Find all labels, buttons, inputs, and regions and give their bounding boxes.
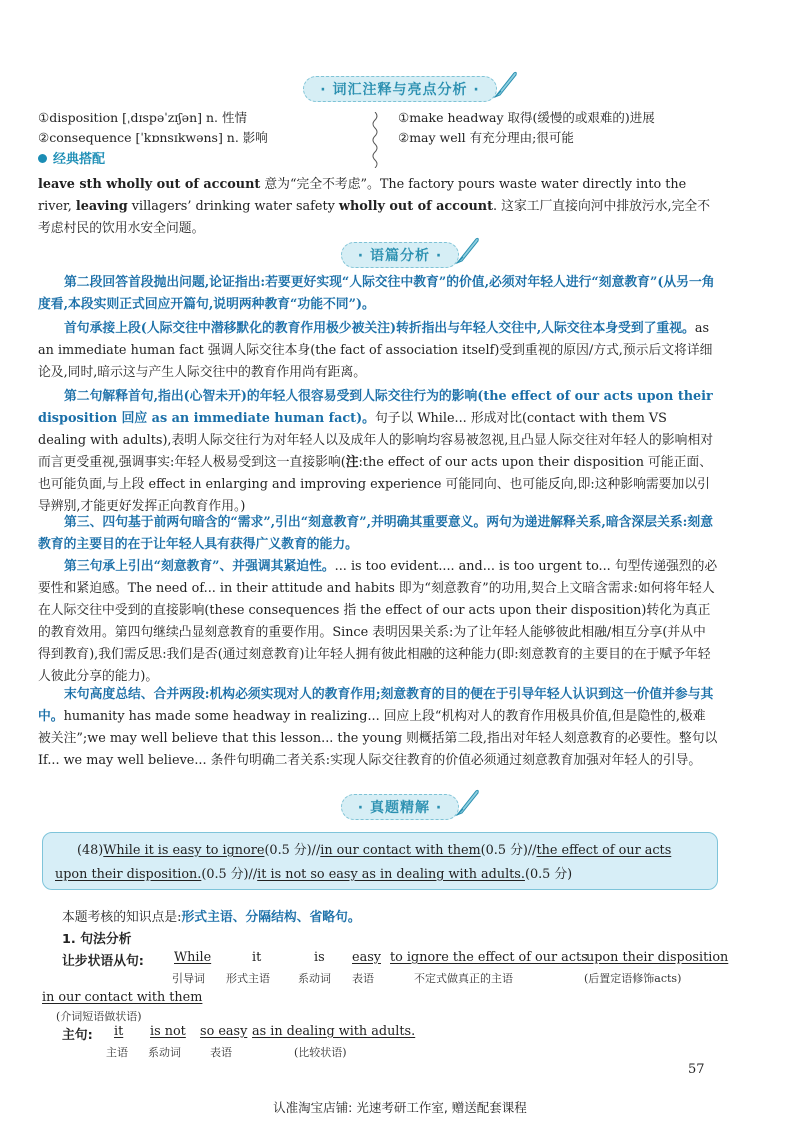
quill-icon: [454, 235, 480, 265]
vocab-item: ②consequence [ˈkɒnsɪkwəns] n. 影响: [38, 130, 268, 145]
clause-word: it: [252, 950, 262, 965]
vocab-divider: [370, 112, 380, 168]
vocab-item: ②may well 有充分理由;很可能: [398, 130, 574, 145]
vocab-left-list: [38, 108, 268, 148]
answer-segment: While it is easy to ignore: [103, 843, 265, 858]
main-word: as in dealing with adults.: [252, 1024, 416, 1039]
knowledge-points: 本题考核的知识点是:形式主语、分隔结构、省略句。: [62, 910, 361, 925]
main-tag: 表语: [210, 1046, 232, 1059]
discourse-banner-title: · 语篇分析 ·: [341, 242, 459, 268]
collocation-paragraph: leave sth wholly out of account 意为“完全不考虑”。The factory pours waste water directly into the river, leaving villagers’ drinking water safety wholly out of account. 这家工厂直接向河中排放污水,完全不考虑村民的饮用水安全问题。: [38, 177, 710, 236]
bullet-dot-icon: [38, 154, 47, 163]
discourse-paragraph-5: 第三句承上引出“刻意教育”、并强调其紧迫性。... is too evident.... and... is too urgent to... 句型传递强烈的必要性和紧迫感。The need of... in their attitude and habits 即为“刻意教育”的功用,契合上文暗含需求:如何将年轻人在人际交往中受到的直接影响(these consequences 指 the effect of our acts upon their disposition)转化为真正的教育效用。第四句继续凸显刻意教育的重要作用。Since 表明因果关系:为了让年轻人能够彼此相融/相互分享(并从中得到教育),我们需反思:我们是否(通过刻意教育)让年轻人拥有彼此相融的这种能力(即:刻意教育的主要目的在于赋予年轻人彼此分享的能力)。: [38, 559, 718, 684]
clause-tag: (介词短语做状语): [56, 1010, 142, 1023]
vocab-banner-title: · 词汇注释与亮点分析 ·: [303, 76, 496, 102]
answer-segment: in our contact with them: [320, 843, 481, 858]
exam-banner-title: · 真题精解 ·: [341, 794, 459, 820]
discourse-banner: [0, 240, 800, 270]
vocab-item: ①make headway 取得(缓慢的或艰难的)进展: [398, 110, 655, 125]
clause-tag: 形式主语: [226, 972, 270, 985]
clause-word: upon their disposition: [586, 950, 729, 965]
clause-tag: 表语: [352, 972, 374, 985]
main-clause-label: 主句:: [62, 1028, 93, 1043]
clause-tag: 系动词: [298, 972, 331, 985]
main-word: so easy: [200, 1024, 248, 1039]
vocab-item: ①disposition [ˌdɪspəˈzɪʃən] n. 性情: [38, 110, 247, 125]
exam-banner: [0, 792, 800, 822]
main-word: it: [114, 1024, 124, 1039]
vocab-right-list: [398, 108, 655, 148]
section-heading: 1. 句法分析: [62, 932, 132, 947]
clause-word: While: [174, 950, 212, 965]
collocation-heading: 经典搭配: [38, 148, 105, 167]
main-tag: (比较状语): [294, 1046, 347, 1059]
main-word: is not: [150, 1024, 186, 1039]
answer-segment: the effect of our acts upon their disposition.: [55, 843, 672, 882]
discourse-paragraph-6: 末句高度总结、合并两段:机构必须实现对人的教育作用;刻意教育的目的便在于引导年轻人认识到这一价值并参与其中。humanity has made some headway in realizing... 回应上段“机构对人的教育作用极具价值,但是隐性的,极难被关注”;we may well believe that this lesson... the young 则概括第二段,指出对年轻人刻意教育的必要性。整句以 If... we may well believe... 条件句明确二者关系:实现人际交往教育的价值必须通过刻意教育加强对年轻人的引导。: [38, 687, 718, 768]
clause-label: 让步状语从句:: [62, 954, 144, 969]
main-tag: 系动词: [148, 1046, 181, 1059]
clause-word: to ignore the effect of our acts: [390, 950, 588, 965]
clause-word: in our contact with them: [42, 990, 203, 1005]
clause-tag: 引导词: [172, 972, 205, 985]
page-number: 57: [688, 1062, 705, 1077]
clause-word: easy: [352, 950, 381, 965]
quill-icon: [492, 69, 518, 99]
discourse-paragraph-2: 首句承接上段(人际交往中潜移默化的教育作用极少被关注)转折指出与年轻人交往中,人际交往本身受到了重视。as an immediate human fact 强调人际交往本身(the fact of association itself)受到重视的原因/方式,预示后文将详细论及,同时,暗示这与产生人际交往中的教育作用尚有距离。: [38, 321, 713, 380]
clause-tag: 不定式做真正的主语: [414, 972, 513, 985]
quill-icon: [454, 787, 480, 817]
discourse-paragraph-3: 第二句解释首句,指出(心智未开)的年轻人很容易受到人际交往行为的影响(the effect of our acts upon their disposition 回应 as an immediate human fact)。句子以 While... 形成对比(contact with them VS dealing with adults),表明人际交往行为对年轻人以及成年人的影响均容易被忽视,且凸显人际交往对年轻人的影响相对而言更受重视,强调事实:年轻人极易受到这一直接影响(注:the effect of our acts upon their disposition 可能正面、也可能负面,与上段 effect in enlarging and improving experience 可能同向、也可能反向,即:这种影响需要加以引导辨别,才能更好发挥正向教育作用。): [38, 389, 714, 514]
clause-tag: (后置定语修饰acts): [584, 972, 682, 985]
footer-text: 认准淘宝店铺: 光速考研工作室, 赠送配套课程: [273, 1100, 527, 1115]
discourse-paragraph-4: 第三、四句基于前两句暗含的“需求”,引出“刻意教育”,并明确其重要意义。两句为递进解释关系,暗含深层关系:刻意教育的主要目的在于让年轻人具有获得广义教育的能力。: [38, 515, 713, 552]
vocab-banner: [0, 74, 800, 104]
main-tag: 主语: [106, 1046, 128, 1059]
answer-segment: it is not so easy as in dealing with adults.: [257, 867, 525, 882]
clause-word: is: [314, 950, 325, 965]
discourse-paragraph-1: 第二段回答首段抛出问题,论证指出:若要更好实现“人际交往中教育”的价值,必须对年轻人进行“刻意教育”(从另一角度看,本段实则正式回应开篇句,说明两种教育“功能不同”)。: [38, 275, 715, 312]
answer-box: (48)While it is easy to ignore(0.5 分)//in our contact with them(0.5 分)//the effect of our acts upon their disposition.(0.5 分)//it is not so easy as in dealing with adults.(0.5 分): [42, 832, 718, 890]
